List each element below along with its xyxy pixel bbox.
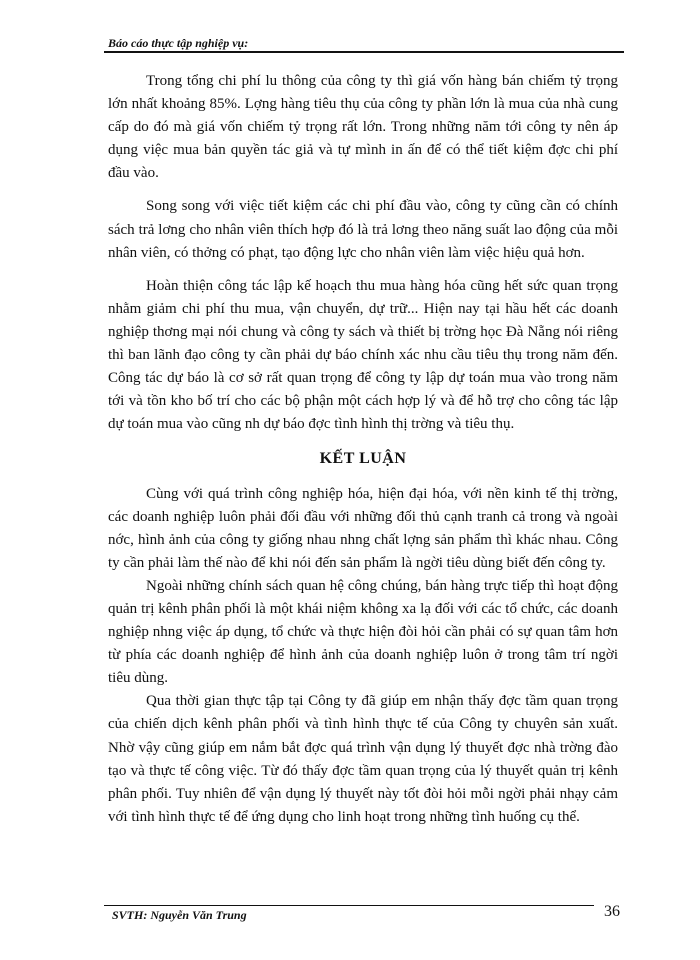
body-paragraph: Ngoài những chính sách quan hệ công chúng, bán hàng trực tiếp thì hoạt động quản trị kênh phân phối là một khái niệm không xa lạ đối với các tổ chức, các doanh nghiệp nhng việc áp dụng, tổ chức và thực hiện đòi hỏi cần phải có sự quan tâm hơn từ phía các doanh nghiệp để hình ảnh của doanh nghiệp luôn ở trong tâm trí ngời tiêu dùng. — [108, 577, 618, 687]
footer-author: SVTH: Nguyễn Văn Trung — [112, 908, 247, 922]
body-paragraph: Cùng với quá trình công nghiệp hóa, hiện đại hóa, với nền kinh tế thị trờng, các doanh nghiệp luôn phải đối đầu với những đối thủ cạnh tranh cả trong và ngoài nớc, hình ảnh của công ty giống nhau nhng chất lợng sản phẩm thì khác nhau. Công ty cần phải làm thế nào để khi nói đến sản phẩm là ngời tiêu dùng biết đến công ty. — [108, 485, 618, 571]
body-paragraph: Song song với việc tiết kiệm các chi phí đầu vào, công ty cũng cần có chính sách trả lơng cho nhân viên thích hợp đó là trả lơng theo năng suất lao động của mỗi nhân viên, có thởng có phạt, tạo động lực cho nhân viên làm việc hiệu quả hơn. — [108, 198, 618, 261]
body-paragraph: Hoàn thiện công tác lập kế hoạch thu mua hàng hóa cũng hết sức quan trọng nhằm giảm chi phí thu mua, vận chuyển, dự trữ... Hiện nay tại hầu hết các doanh nghiệp thơng mại nói chung và công ty sách và thiết bị trờng học Đà Nẵng nói riêng thì ban lãnh đạo công ty cần phải dự báo chính xác nhu cầu tiêu thụ trong năm đến. Công tác dự báo là cơ sở rất quan trọng để công ty lập dự toán mua vào trong năm tới và tồn kho bố trí cho các bộ phận một cách hợp lý và để hỗ trợ cho công tác lập dự toán mua vào cũng nh dự báo đợc tình hình thị trờng và tiêu thụ. — [108, 277, 618, 433]
section-heading-conclusion: KẾT LUẬN — [319, 450, 407, 468]
running-header: Báo cáo thực tập nghiệp vụ: — [108, 36, 249, 50]
body-paragraph: Qua thời gian thực tập tại Công ty đã giúp em nhận thấy đợc tầm quan trọng của chiến dịch kênh phân phối và tình hình thực tế của Công ty chuyên sản xuất. Nhờ vậy cũng giúp em nắm bắt đợc quá trình vận dụng lý thuyết đợc nhà trờng đào tạo và thực tế công việc. Từ đó thấy đợc tầm quan trọng của lý thuyết quản trị kênh phân phối. Tuy nhiên để vận dụng lý thuyết này tốt đòi hỏi mỗi ngời phải nhạy cảm với tình hình thực tế để ứng dụng cho linh hoạt trong những tình huống cụ thể. — [108, 693, 618, 825]
page-number: 36 — [604, 903, 620, 920]
header-divider — [104, 51, 624, 53]
footer-divider — [104, 905, 594, 906]
page-body — [108, 70, 618, 829]
body-paragraph: Trong tổng chi phí lu thông của công ty thì giá vốn hàng bán chiếm tỷ trọng lớn nhất khoảng 85%. Lợng hàng tiêu thụ của công ty phần lớn là mua của nhà cung cấp do đó mà giá vốn chiếm tỷ trọng rất lớn. Trong những năm tới công ty nên áp dụng việc mua bản quyền tác giả và tự mình in ấn để có thể tiết kiệm đợc chi phí đầu vào. — [108, 73, 618, 182]
